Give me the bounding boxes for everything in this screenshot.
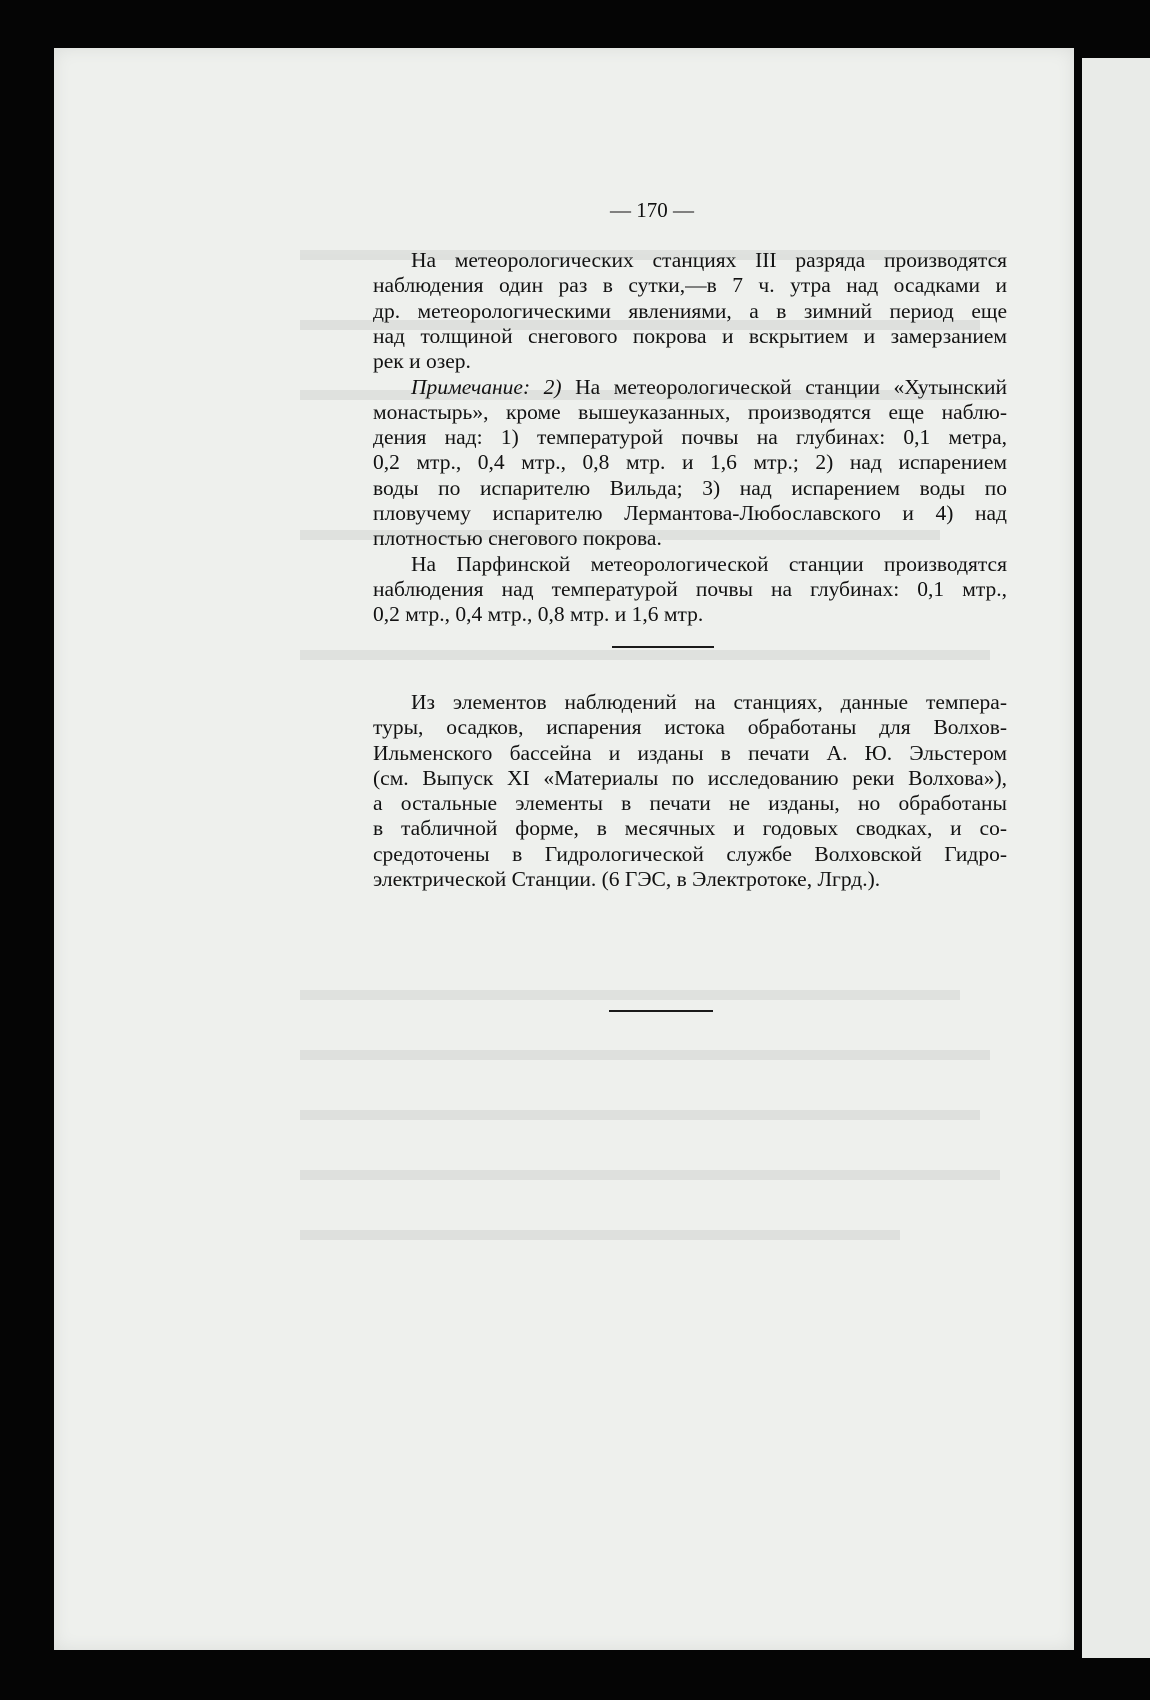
text-line: (см. Выпуск XI «Материалы по исследованию реки Волхова»),	[373, 765, 1007, 790]
paragraph-station-iii	[373, 248, 1007, 374]
text-line: над толщиной снегового покрова и вскрытием и замерзанием	[373, 323, 1007, 348]
text-line: др. метеорологическими явлениями, а в зимний период еще	[373, 298, 1007, 323]
text-line: а остальные элементы в печати не изданы, но обработаны	[373, 791, 1007, 816]
text-line: На метеорологических станциях III разряда производятся	[411, 248, 1007, 272]
text-line: монастырь», кроме вышеуказанных, производятся еще наблю-	[373, 399, 1007, 424]
text-line: воды по испарителю Вильда; 3) над испарением воды по	[373, 475, 1007, 500]
text-line: рек и озер.	[373, 349, 471, 374]
end-divider	[609, 1010, 713, 1012]
text-line: наблюдения над температурой почвы на глубинах: 0,1 мтр.,	[373, 576, 1007, 601]
section-divider	[612, 646, 714, 648]
text-line: пловучему испарителю Лермантова-Любославского и 4) над	[373, 500, 1007, 525]
text-line: в табличной форме, в месячных и годовых сводках, и со-	[373, 816, 1007, 841]
text-line: средоточены в Гидрологической службе Волховской Гидро-	[373, 841, 1007, 866]
text-line: плотностью снегового покрова.	[373, 526, 662, 551]
text-line: наблюдения один раз в сутки,—в 7 ч. утра над осадками и	[373, 273, 1007, 298]
note-label: Примечание: 2)	[411, 374, 562, 399]
paragraph-note	[373, 375, 1007, 552]
text-line: 0,2 мтр., 0,4 мтр., 0,8 мтр. и 1,6 мтр.	[373, 602, 704, 627]
text-line: туры, осадков, испарения истока обработаны для Волхов-	[373, 715, 1007, 740]
paragraph-parfino	[373, 552, 1007, 628]
text-line: электрической Станции. (6 ГЭС, в Электротоке, Лгрд.).	[373, 867, 881, 892]
text-line: Из элементов наблюдений на станциях, данные темпера-	[411, 690, 1007, 714]
next-page-edge	[1082, 58, 1150, 1658]
text-line	[373, 375, 1007, 400]
page-number: — 170 —	[610, 198, 694, 222]
paragraph-elements	[373, 690, 1007, 892]
text-line: 0,2 мтр., 0,4 мтр., 0,8 мтр. и 1,6 мтр.; 2) над испарением	[373, 450, 1007, 475]
text-line: Ильменского бассейна и изданы в печати А. Ю. Эльстером	[373, 740, 1007, 765]
text-line: На Парфинской метеорологической станции производятся	[411, 551, 1007, 576]
note-first-line-text: На метеорологической станции «Хутынский	[575, 374, 1007, 399]
text-line: дения над: 1) температурой почвы на глубинах: 0,1 метра,	[373, 425, 1007, 450]
